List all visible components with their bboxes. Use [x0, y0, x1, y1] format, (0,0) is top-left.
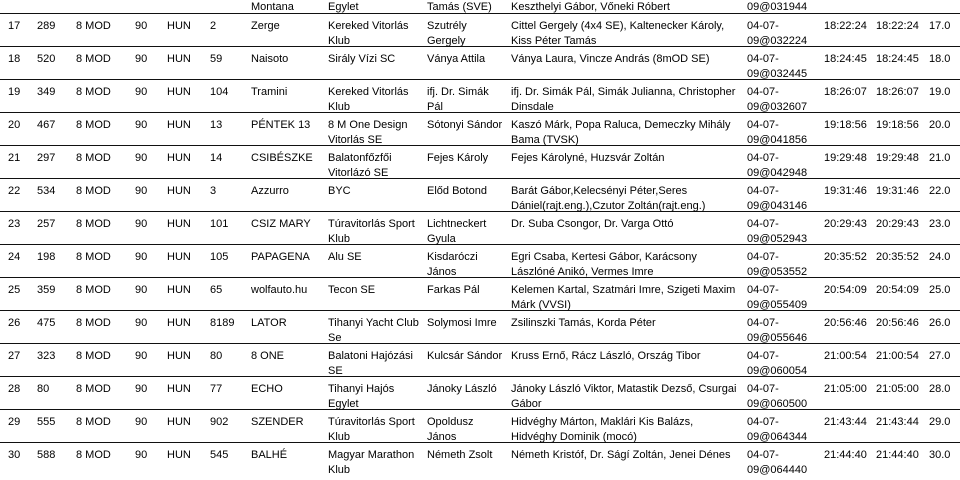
- elapsed-time-cell: 20:35:52: [876, 251, 919, 263]
- table-row: [0, 181, 960, 214]
- finish-time-cell: 20:35:52: [824, 251, 867, 263]
- boat-name-cell: Azzurro: [251, 185, 289, 197]
- class-cell: 8 MOD: [76, 383, 111, 395]
- points-cell: 25.0: [929, 284, 951, 296]
- date-cell: 04-07-09@043146: [747, 185, 808, 212]
- finish-time-cell: 19:29:48: [824, 152, 867, 164]
- table-row: [0, 115, 960, 148]
- finish-time-cell: 20:56:46: [824, 317, 867, 329]
- length-cell: 90: [135, 218, 148, 230]
- table-row: [0, 148, 960, 181]
- sail-number-cell: 104: [210, 86, 229, 98]
- number-cell: 323: [37, 350, 56, 362]
- finish-time-cell: 21:00:54: [824, 350, 867, 362]
- length-cell: 90: [135, 53, 148, 65]
- points-cell: 21.0: [929, 152, 951, 164]
- points-cell: 26.0: [929, 317, 951, 329]
- finish-time-cell: 20:54:09: [824, 284, 867, 296]
- class-cell: 8 MOD: [76, 119, 111, 131]
- finish-time-cell: 19:18:56: [824, 119, 867, 131]
- class-cell: 8 MOD: [76, 185, 111, 197]
- elapsed-time-cell: 19:18:56: [876, 119, 919, 131]
- club-cell: BYC: [328, 185, 351, 197]
- points-cell: 27.0: [929, 350, 951, 362]
- finish-time-cell: 18:26:07: [824, 86, 867, 98]
- position-cell: 18: [8, 53, 21, 65]
- boat-name-cell: Zerge: [251, 20, 280, 32]
- finish-time-cell: 21:44:40: [824, 449, 867, 461]
- position-cell: 26: [8, 317, 21, 329]
- club-cell: Balatonfőzfői Vitorlázó SE: [328, 152, 392, 179]
- length-cell: 90: [135, 20, 148, 32]
- nation-cell: HUN: [167, 218, 191, 230]
- points-cell: 22.0: [929, 185, 951, 197]
- length-cell: 90: [135, 383, 148, 395]
- sail-number-cell: 65: [210, 284, 223, 296]
- length-cell: 90: [135, 251, 148, 263]
- nation-cell: HUN: [167, 350, 191, 362]
- crew-cell: Németh Kristóf, Dr. Ságí Zoltán, Jenei Dénes: [511, 449, 731, 461]
- club-cell: Egylet: [328, 1, 359, 13]
- club-cell: Tihanyi Hajós Egylet: [328, 383, 395, 410]
- class-cell: 8 MOD: [76, 317, 111, 329]
- nation-cell: HUN: [167, 284, 191, 296]
- elapsed-time-cell: 18:26:07: [876, 86, 919, 98]
- boat-name-cell: Tramini: [251, 86, 288, 98]
- points-cell: 29.0: [929, 416, 951, 428]
- crew-cell: Keszthelyi Gábor, Vőneki Róbert: [511, 1, 670, 13]
- table-row: [0, 214, 960, 247]
- date-cell: 04-07-09@060054: [747, 350, 808, 377]
- length-cell: 90: [135, 185, 148, 197]
- table-row: [0, 49, 960, 82]
- date-cell: 04-07-09@064440: [747, 449, 808, 476]
- finish-time-cell: 21:43:44: [824, 416, 867, 428]
- date-cell: 04-07-09@064344: [747, 416, 808, 443]
- boat-name-cell: Naisoto: [251, 53, 289, 65]
- position-cell: 24: [8, 251, 21, 263]
- length-cell: 90: [135, 284, 148, 296]
- sail-number-cell: 101: [210, 218, 229, 230]
- position-cell: 23: [8, 218, 21, 230]
- date-cell: 04-07-09@032445: [747, 53, 808, 80]
- class-cell: 8 MOD: [76, 86, 111, 98]
- finish-time-cell: 18:24:45: [824, 53, 867, 65]
- table-row: [0, 313, 960, 346]
- elapsed-time-cell: 20:54:09: [876, 284, 919, 296]
- length-cell: 90: [135, 152, 148, 164]
- nation-cell: HUN: [167, 119, 191, 131]
- skipper-cell: Németh Zsolt: [427, 449, 493, 461]
- elapsed-time-cell: 21:43:44: [876, 416, 919, 428]
- nation-cell: HUN: [167, 383, 191, 395]
- boat-name-cell: SZENDER: [251, 416, 304, 428]
- nation-cell: HUN: [167, 251, 191, 263]
- boat-name-cell: CSIBÉSZKE: [251, 152, 313, 164]
- class-cell: 8 MOD: [76, 20, 111, 32]
- length-cell: 90: [135, 119, 148, 131]
- sail-number-cell: 2: [210, 20, 217, 32]
- finish-time-cell: 20:29:43: [824, 218, 867, 230]
- crew-cell: Kaszó Márk, Popa Raluca, Demeczky Mihály Bama (TVSK): [511, 119, 731, 146]
- skipper-cell: Lichtneckert Gyula: [427, 218, 487, 245]
- number-cell: 80: [37, 383, 50, 395]
- table-row: [0, 16, 960, 49]
- crew-cell: Cittel Gergely (4x4 SE), Kaltenecker Károly, Kiss Péter Tamás: [511, 20, 725, 47]
- elapsed-time-cell: 21:05:00: [876, 383, 919, 395]
- length-cell: 90: [135, 350, 148, 362]
- skipper-cell: Opoldusz János: [427, 416, 474, 443]
- class-cell: 8 MOD: [76, 53, 111, 65]
- date-cell: 04-07-09@032224: [747, 20, 808, 47]
- sail-number-cell: 105: [210, 251, 229, 263]
- club-cell: Kereked Vitorlás Klub: [328, 86, 409, 113]
- crew-cell: Zsilinszki Tamás, Korda Péter: [511, 317, 656, 329]
- boat-name-cell: PÉNTEK 13: [251, 119, 311, 131]
- points-cell: 30.0: [929, 449, 951, 461]
- elapsed-time-cell: 21:00:54: [876, 350, 919, 362]
- finish-time-cell: 21:05:00: [824, 383, 867, 395]
- boat-name-cell: LATOR: [251, 317, 287, 329]
- skipper-cell: Ványa Attila: [427, 53, 486, 65]
- position-cell: 28: [8, 383, 21, 395]
- date-cell: 04-07-09@060500: [747, 383, 808, 410]
- position-cell: 30: [8, 449, 21, 461]
- crew-cell: Kruss Ernő, Rácz László, Ország Tibor: [511, 350, 701, 362]
- elapsed-time-cell: 19:29:48: [876, 152, 919, 164]
- sail-number-cell: 14: [210, 152, 223, 164]
- skipper-cell: Tamás (SVE): [427, 1, 492, 13]
- club-cell: Sirály Vízi SC: [328, 53, 396, 65]
- skipper-cell: Előd Botond: [427, 185, 487, 197]
- club-cell: Túravitorlás Sport Klub: [328, 218, 415, 245]
- points-cell: 24.0: [929, 251, 951, 263]
- boat-name-cell: PAPAGENA: [251, 251, 310, 263]
- position-cell: 21: [8, 152, 21, 164]
- boat-name-cell: wolfauto.hu: [251, 284, 308, 296]
- points-cell: 20.0: [929, 119, 951, 131]
- crew-cell: Fejes Károlyné, Huzsvár Zoltán: [511, 152, 665, 164]
- length-cell: 90: [135, 416, 148, 428]
- date-cell: 04-07-09@055409: [747, 284, 808, 311]
- number-cell: 588: [37, 449, 56, 461]
- position-cell: 17: [8, 20, 21, 32]
- crew-cell: Egri Csaba, Kertesi Gábor, Karácsony Lászlóné Anikó, Vermes Imre: [511, 251, 697, 278]
- nation-cell: HUN: [167, 86, 191, 98]
- crew-cell: Jánoky László Viktor, Matastik Dezső, Csurgai Gábor: [511, 383, 737, 410]
- class-cell: 8 MOD: [76, 218, 111, 230]
- position-cell: 27: [8, 350, 21, 362]
- date-cell: 09@031944: [747, 1, 808, 13]
- crew-cell: Dr. Suba Csongor, Dr. Varga Ottó: [511, 218, 674, 230]
- date-cell: 04-07-09@032607: [747, 86, 808, 113]
- skipper-cell: Fejes Károly: [427, 152, 489, 164]
- sail-number-cell: 80: [210, 350, 223, 362]
- position-cell: 29: [8, 416, 21, 428]
- class-cell: 8 MOD: [76, 416, 111, 428]
- skipper-cell: Kisdaróczi János: [427, 251, 478, 278]
- points-cell: 18.0: [929, 53, 951, 65]
- number-cell: 520: [37, 53, 56, 65]
- sail-number-cell: 13: [210, 119, 223, 131]
- club-cell: Túravitorlás Sport Klub: [328, 416, 415, 443]
- number-cell: 297: [37, 152, 56, 164]
- sail-number-cell: 77: [210, 383, 223, 395]
- table-row: [0, 412, 960, 445]
- date-cell: 04-07-09@055646: [747, 317, 808, 344]
- crew-cell: Kelemen Kartal, Szatmári Imre, Szigeti Maxim Márk (VVSI): [511, 284, 736, 311]
- skipper-cell: Sótonyi Sándor: [427, 119, 503, 131]
- boat-name-cell: CSIZ MARY: [251, 218, 311, 230]
- crew-cell: Barát Gábor,Kelecsényi Péter,Seres Dániel(rajt.eng.),Czutor Zoltán(rajt.eng.): [511, 185, 706, 212]
- boat-name-cell: 8 ONE: [251, 350, 285, 362]
- table-row: [0, 445, 960, 478]
- skipper-cell: Solymosi Imre: [427, 317, 497, 329]
- table-row: [0, 280, 960, 313]
- club-cell: 8 M One Design Vitorlás SE: [328, 119, 408, 146]
- crew-cell: Hidvéghy Márton, Maklári Kis Balázs, Hidvéghy Dominik (mocó): [511, 416, 694, 443]
- skipper-cell: Farkas Pál: [427, 284, 480, 296]
- boat-name-cell: BALHÉ: [251, 449, 288, 461]
- elapsed-time-cell: 19:31:46: [876, 185, 919, 197]
- nation-cell: HUN: [167, 449, 191, 461]
- finish-time-cell: 18:22:24: [824, 20, 867, 32]
- club-cell: Tihanyi Yacht Club Se: [328, 317, 419, 344]
- number-cell: 289: [37, 20, 56, 32]
- class-cell: 8 MOD: [76, 449, 111, 461]
- nation-cell: HUN: [167, 53, 191, 65]
- number-cell: 257: [37, 218, 56, 230]
- points-cell: 28.0: [929, 383, 951, 395]
- table-row: [0, 346, 960, 379]
- boat-name-cell: ECHO: [251, 383, 283, 395]
- table-row-partial: [0, 0, 960, 14]
- class-cell: 8 MOD: [76, 284, 111, 296]
- sail-number-cell: 59: [210, 53, 223, 65]
- length-cell: 90: [135, 317, 148, 329]
- nation-cell: HUN: [167, 20, 191, 32]
- skipper-cell: Jánoky László: [427, 383, 497, 395]
- number-cell: 467: [37, 119, 56, 131]
- elapsed-time-cell: 20:29:43: [876, 218, 919, 230]
- date-cell: 04-07-09@053552: [747, 251, 808, 278]
- position-cell: 22: [8, 185, 21, 197]
- class-cell: 8 MOD: [76, 350, 111, 362]
- points-cell: 19.0: [929, 86, 951, 98]
- sail-number-cell: 3: [210, 185, 217, 197]
- number-cell: 198: [37, 251, 56, 263]
- club-cell: Tecon SE: [328, 284, 376, 296]
- nation-cell: HUN: [167, 317, 191, 329]
- number-cell: 475: [37, 317, 56, 329]
- position-cell: 19: [8, 86, 21, 98]
- points-cell: 17.0: [929, 20, 951, 32]
- elapsed-time-cell: 21:44:40: [876, 449, 919, 461]
- number-cell: 555: [37, 416, 56, 428]
- club-cell: Balatoni Hajózási SE: [328, 350, 413, 377]
- table-row: [0, 247, 960, 280]
- date-cell: 04-07-09@041856: [747, 119, 808, 146]
- elapsed-time-cell: 20:56:46: [876, 317, 919, 329]
- date-cell: 04-07-09@042948: [747, 152, 808, 179]
- number-cell: 534: [37, 185, 56, 197]
- date-cell: 04-07-09@052943: [747, 218, 808, 245]
- club-cell: Kereked Vitorlás Klub: [328, 20, 409, 47]
- number-cell: 359: [37, 284, 56, 296]
- table-row: [0, 82, 960, 115]
- table-row: [0, 379, 960, 412]
- skipper-cell: Szutrély Gergely: [427, 20, 467, 47]
- sail-number-cell: 545: [210, 449, 229, 461]
- row-divider: [0, 13, 960, 14]
- skipper-cell: ifj. Dr. Simák Pál: [427, 86, 489, 113]
- sail-number-cell: 8189: [210, 317, 235, 329]
- sail-number-cell: 902: [210, 416, 229, 428]
- skipper-cell: Kulcsár Sándor: [427, 350, 503, 362]
- class-cell: 8 MOD: [76, 251, 111, 263]
- points-cell: 23.0: [929, 218, 951, 230]
- position-cell: 20: [8, 119, 21, 131]
- club-cell: Magyar Marathon Klub: [328, 449, 415, 476]
- finish-time-cell: 19:31:46: [824, 185, 867, 197]
- crew-cell: Ványa Laura, Vincze András (8mOD SE): [511, 53, 710, 65]
- elapsed-time-cell: 18:24:45: [876, 53, 919, 65]
- class-cell: 8 MOD: [76, 152, 111, 164]
- number-cell: 349: [37, 86, 56, 98]
- nation-cell: HUN: [167, 416, 191, 428]
- crew-cell: ifj. Dr. Simák Pál, Simák Julianna, Christopher Dinsdale: [511, 86, 736, 113]
- nation-cell: HUN: [167, 185, 191, 197]
- nation-cell: HUN: [167, 152, 191, 164]
- length-cell: 90: [135, 86, 148, 98]
- elapsed-time-cell: 18:22:24: [876, 20, 919, 32]
- club-cell: Alu SE: [328, 251, 362, 263]
- position-cell: 25: [8, 284, 21, 296]
- team-cell: Montana: [251, 1, 294, 13]
- length-cell: 90: [135, 449, 148, 461]
